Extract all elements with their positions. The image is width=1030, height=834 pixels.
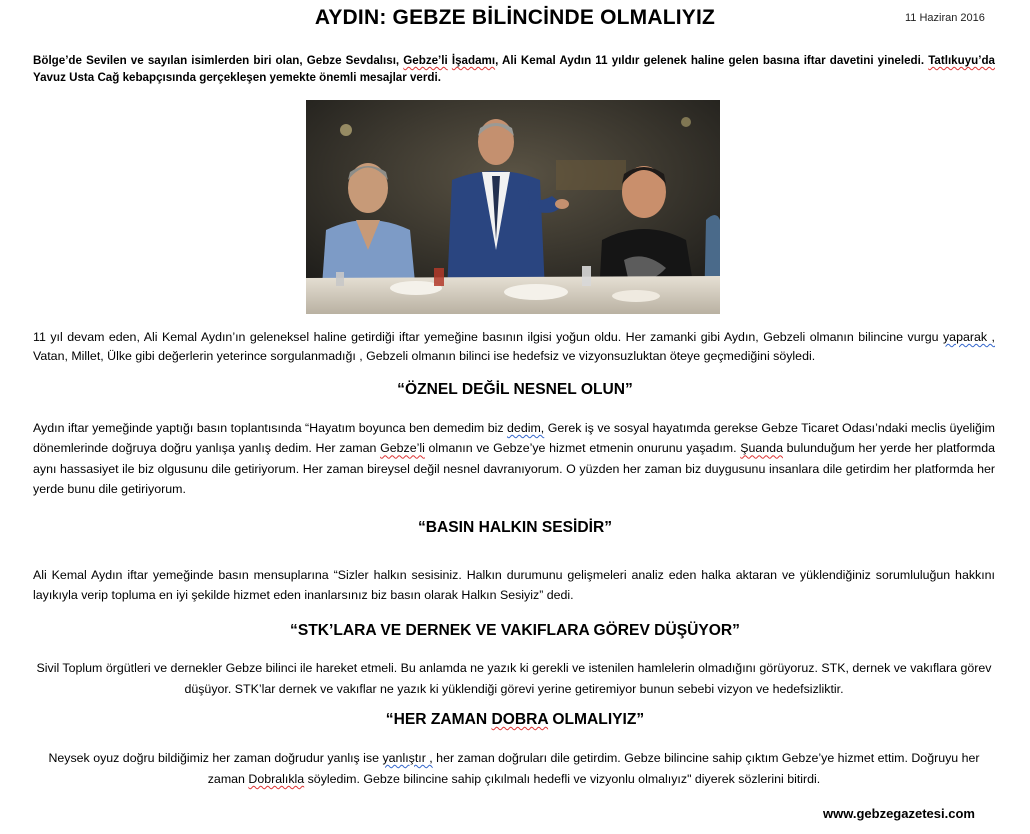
lead-text: Yavuz Usta Cağ kebapçısında gerçekleşen yemekte önemli mesajlar verdi. (33, 71, 441, 84)
section-heading: “STK’LARA VE DERNEK VE VAKIFLARA GÖREV DÜŞÜYOR” (290, 622, 740, 639)
section-flagged-word: dedim, (507, 421, 545, 435)
section-flagged-word: yanlıştır , (382, 751, 433, 765)
section-paragraph: Ali Kemal Aydın iftar yemeğinde basın mensuplarına “Sizler halkın sesisiniz. Halkın durumunu gelişmeleri analiz eden halka aktaran ve yüklendiğiniz sorumluluğun hakkını layıkıyla verip topluma en iyi şekilde hizmet eden inanlarsınız biz basın olarak Halkın Sesiyiz” dedi. (33, 568, 995, 603)
event-photo (306, 100, 720, 314)
footer-website: www.gebzegazetesi.com (823, 806, 975, 821)
intro-paragraph (33, 328, 995, 366)
lead-text: , Ali Kemal Aydın 11 yıldır gelenek haline gelen basına iftar davetini yineledi. (495, 54, 929, 67)
section-heading: “ÖZNEL DEĞİL NESNEL OLUN” (397, 381, 633, 398)
section-text: Neysek oyuz doğru bildiğimiz her zaman doğrudur yanlış ise (48, 751, 383, 765)
article-date: 11 Haziran 2016 (905, 12, 985, 24)
intro-text: 11 yıl devam eden, Ali Kemal Aydın’ın geleneksel haline getirdiği iftar yemeğine basının ilgisi yoğun oldu. Her zamanki gibi Aydın, Gebzeli olmanın bilincine vurgu (33, 330, 943, 344)
article-title: AYDIN: GEBZE BİLİNCİNDE OLMALIYIZ (314, 6, 716, 29)
lead-text: Bölge’de Sevilen ve sayılan isimlerden biri olan, Gebze Sevdalısı, (33, 54, 404, 67)
section-text: bulunduğum her yerde her platformda aynı hassasiyet ile biz olgusunu dile getiriyorum. Her zaman bireysel değil nesnel davranıyorum. O yüzden her zaman biz duygusunu insanlara dile getirdim her platformda her yerde bunu dile getiriyorum. (33, 441, 995, 497)
intro-text: Vatan, Millet, Ülke gibi değerlerin yeterince sorgulanmadığı , Gebzeli olmanın bilinci ise hedefsiz ve vizyonsuzluktan öteye geçmediğini söyledi. (33, 349, 816, 363)
section-heading: “BASIN HALKIN SESİDİR” (417, 519, 613, 536)
section-paragraph: Sivil Toplum örgütleri ve dernekler Gebze bilinci ile hareket etmeli. Bu anlamda ne yazık ki gerekli ve istenilen hamlelerin olmadığını görüyoruz. STK, dernek ve vakıflara görev düşüyor. STK’lar dernek ve vakıflar ne yazık ki yüklendiği görevi yerine getiremiyor bunun sebebi vizyon ve hedefsizliktir. (36, 661, 992, 696)
section-misspelled-word: Gebze’li (380, 441, 425, 456)
section-text: her zaman doğruları dile getirdim. Gebze bilincine sahip çıktım Gebze’ye hizmet ettim. Doğruyu her zaman (207, 751, 980, 786)
heading-text: “HER ZAMAN (385, 711, 492, 728)
section-misspelled-word: Şuanda (740, 441, 783, 456)
section-text: Aydın iftar yemeğinde yaptığı basın toplantısında “Hayatım boyunca ben demedim biz (33, 421, 508, 435)
heading-text: OLMALIYIZ” (548, 711, 645, 728)
section-text: olmanın ve Gebze’ye hizmet etmenin onurunu yaşadım. (424, 441, 741, 456)
section-paragraph (33, 748, 995, 790)
lead-misspelled-word: Gebze’li (403, 54, 448, 67)
intro-flagged-word: yaparak , (942, 330, 995, 344)
event-photo-drawing (306, 100, 720, 314)
section-paragraph (33, 418, 995, 500)
section-text: söyledim. Gebze bilincine sahip çıkılmalı hedefli ve vizyonlu olmalıyız" diyerek sözlerini bitirdi. (304, 772, 821, 786)
lead-paragraph (33, 52, 995, 86)
section-heading (0, 711, 1030, 729)
heading-misspelled-word: DOBRA (491, 711, 549, 728)
section-misspelled-word: Dobralıkla (248, 772, 305, 786)
section-text: Gerek iş ve sosyal hayatımda gerekse Gebze Ticaret Odası’ndaki meclis üyeliğim dönemlerinde doğruya doğru yanlışa yanlış dedim. Her zaman (33, 421, 995, 456)
lead-misspelled-word: İşadamı (451, 54, 496, 67)
lead-misspelled-word: Tatlıkuyu’da (928, 54, 995, 67)
